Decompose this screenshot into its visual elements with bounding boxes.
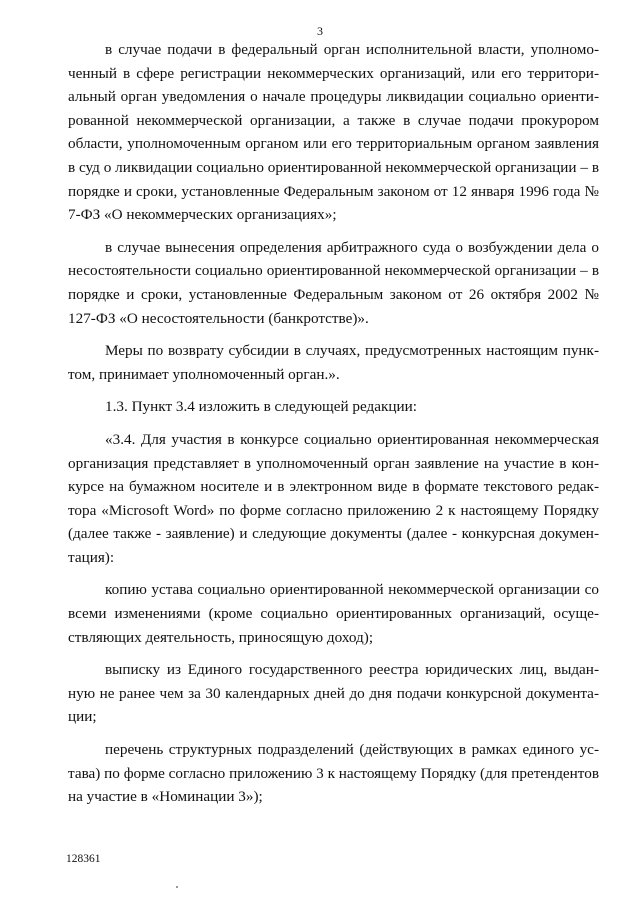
paragraph-registry-extract: выписку из Единого государственного реестра юридических лиц, выданную не ранее чем за 30 календарных дней до дня подачи конкурсной документации;	[68, 661, 599, 726]
page-number: 3	[317, 24, 323, 38]
paragraph-charter-copy: копию устава социально ориентированной некоммерческой организации со всеми изменениями (кроме социально ориентированных организаций, осуществляющих деятельность, приносящую доход);	[68, 581, 599, 646]
paragraph-subdivisions-list: перечень структурных подразделений (действующих в рамках единого устава) по форме согласно приложению 3 к настоящему Порядку (для претендентов на участие в «Номинации 3»);	[68, 741, 599, 806]
document-body	[68, 38, 599, 809]
paragraph-liquidation-notice: в случае подачи в федеральный орган исполнительной власти, уполномоченный в сфере регистрации некоммерческих организаций, или его территориальный орган уведомления о начале процедуры ликвидации социально ориентированной некоммерческой организации, а также в случае подачи прокурором области, уполномоченным органом или его территориальным органом заявления в суд о ликвидации социально ориентированной некоммерческой организации – в порядке и сроки, установленные Федеральным законом от 12 января 1996 года № 7-ФЗ «О некоммерческих организациях»;	[68, 41, 599, 224]
paragraph-clause-1-3: 1.3. Пункт 3.4 изложить в следующей редакции:	[105, 398, 418, 416]
paragraph-subsidy-return: Меры по возврату субсидии в случаях, предусмотренных настоящим пунктом, принимает уполномоченный орган.».	[68, 342, 599, 383]
paragraph-insolvency-case: в случае вынесения определения арбитражного суда о возбуждении дела о несостоятельности социально ориентированной некоммерческой организации – в порядке и сроки, установленные Федеральным законом от 26 октября 2002 № 127-ФЗ «О несостоятельности (банкротстве)».	[68, 238, 599, 327]
paragraph-clause-3-4: «3.4. Для участия в конкурсе социально ориентированная некоммерческая организация представляет в уполномоченный орган заявление на участие в конкурсе на бумажном носителе и в электронном виде в формате текстового редактора «Microsoft Word» по форме согласно приложению 2 к настоящему Порядку (далее также - заявление) и следующие документы (далее - конкурсная документация):	[68, 430, 599, 566]
scan-speck	[176, 886, 178, 888]
document-code: 128361	[66, 853, 101, 865]
